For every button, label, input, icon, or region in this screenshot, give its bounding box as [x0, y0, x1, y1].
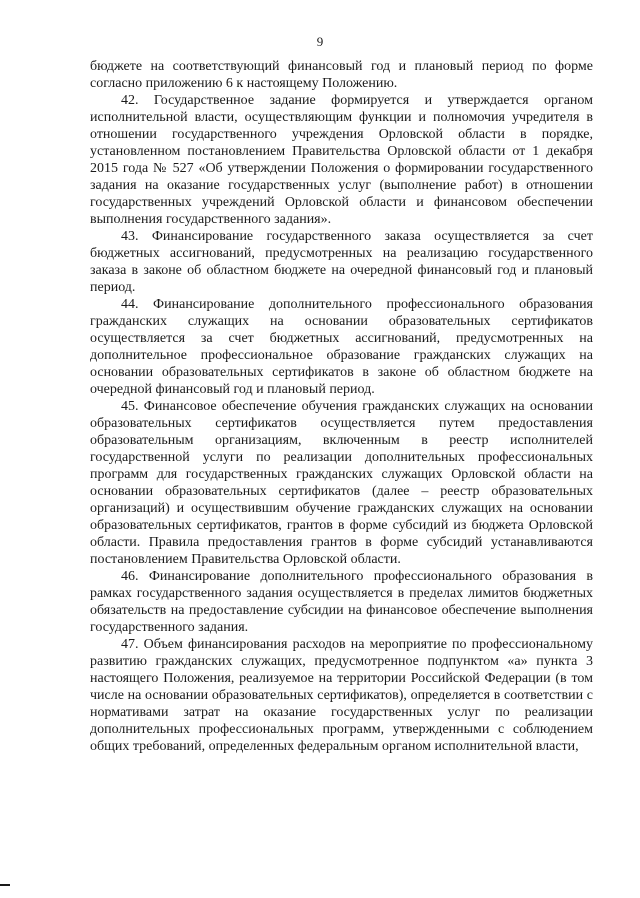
scan-edge-mark — [0, 884, 10, 886]
paragraph-continuation: бюджете на соответствующий финансовый год и плановый период по форме согласно приложению 6 к настоящему Положению. — [90, 59, 593, 91]
page-number: 9 — [316, 34, 324, 49]
document-body — [90, 58, 593, 755]
paragraph-43: 43. Финансирование государственного заказа осуществляется за счет бюджетных ассигнований, предусмотренных на реализацию государственного заказа в законе об областном бюджете на очередной финансовый год и плановый период. — [90, 229, 593, 295]
paragraph-45: 45. Финансовое обеспечение обучения гражданских служащих на основании образовательных сертификатов осуществляется путем предоставления образовательным организациям, включенным в реестр исполнителей государственной услуги по реализации дополнительных профессиональных программ для государственных гражданских служащих Орловской области на основании образовательных сертификатов (далее – реестр образовательных организаций) и осуществившим обучение гражданских служащих на основании образовательных сертификатов, грантов в форме субсидий из бюджета Орловской области. Правила предоставления грантов в форме субсидий устанавливаются постановлением Правительства Орловской области. — [90, 399, 593, 567]
paragraph-44: 44. Финансирование дополнительного профессионального образования гражданских служащих на основании образовательных сертификатов осуществляется за счет бюджетных ассигнований, предусмотренных на дополнительное профессиональное образование гражданских служащих на основании образовательных сертификатов в законе об областном бюджете на очередной финансовый год и плановый период. — [90, 297, 593, 397]
paragraph-42: 42. Государственное задание формируется и утверждается органом исполнительной власти, осуществляющим функции и полномочия учредителя в отношении государственного учреждения Орловской области в порядке, установленном постановлением Правительства Орловской области от 1 декабря 2015 года № 527 «Об утверждении Положения о формировании государственного задания на оказание государственных услуг (выполнение работ) в отношении государственных учреждений Орловской области и финансовом обеспечении выполнения государственного задания». — [90, 93, 593, 227]
paragraph-46: 46. Финансирование дополнительного профессионального образования в рамках государственного задания осуществляется в пределах лимитов бюджетных обязательств на предоставление субсидии на финансовое обеспечение выполнения государственного задания. — [90, 569, 593, 635]
paragraph-47: 47. Объем финансирования расходов на мероприятие по профессиональному развитию гражданских служащих, предусмотренное подпунктом «а» пункта 3 настоящего Положения, реализуемое на территории Российской Федерации (в том числе на основании образовательных сертификатов), определяется в соответствии с нормативами затрат на оказание государственных услуг по реализации дополнительных профессиональных программ, утвержденными с соблюдением общих требований, определенных федеральным органом исполнительной власти, — [90, 637, 593, 754]
